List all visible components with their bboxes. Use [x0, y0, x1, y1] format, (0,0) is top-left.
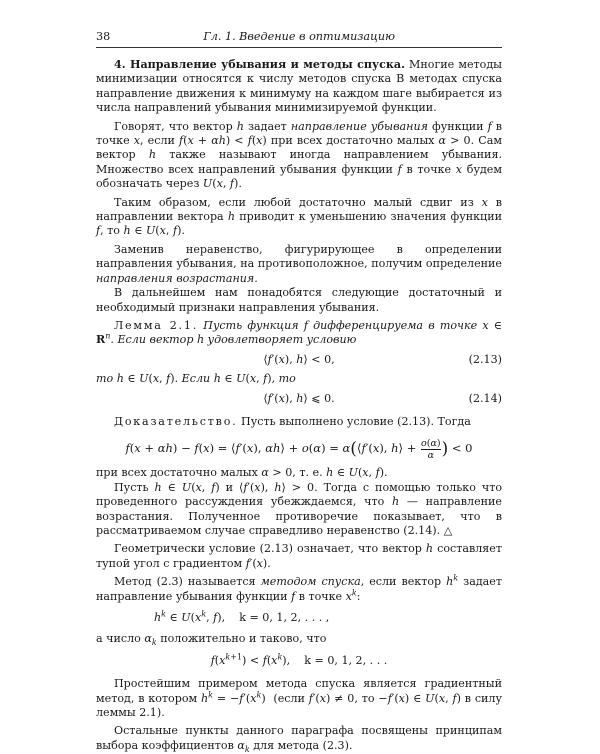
term-ascent-direction: направления возрастания.: [96, 271, 258, 285]
text-span: функции: [427, 119, 488, 133]
criteria-paragraph: В дальнейшем нам понадобятся следующие достаточный и необходимый признаки направления убывания.: [96, 286, 502, 314]
section-heading: 4. Направление убывания и методы спуска.: [114, 58, 405, 71]
section-intro-paragraph: [96, 58, 502, 116]
text-span: в точке: [96, 119, 502, 148]
proof-equation: f(x + αh) − f(x) = ⟨f′(x), αh⟩ + o(α) = α(⟨f′(x), h⟩ + $\frac{o(\alpha)}{\alpha}$ ) < 0: [125, 437, 473, 461]
shift-paragraph: Таким образом, если любой достаточно малый сдвиг из x в направлении вектора h приводит к уменьшению значения функции f, то h ∈ U(x, f).: [96, 195, 502, 238]
text-span: , если вектор: [360, 575, 447, 589]
page-number: 38: [96, 30, 111, 43]
text-span: удовлетворяет условию: [204, 333, 357, 347]
text-span: . Сам вектор: [96, 134, 502, 162]
text-span: положительно и таково, что: [156, 632, 327, 646]
text-span: в точке: [401, 162, 456, 176]
k-values: k = 0, 1, 2, . . . ,: [239, 611, 330, 624]
text-span: задает направление убывания функции: [96, 575, 502, 603]
text-span: при всех достаточно малых: [266, 134, 439, 148]
text-span: . Тогда с помощью только что проведенного рассуждения убежждаемся, что: [96, 480, 503, 509]
text-span: , т. е.: [292, 466, 327, 480]
geometric-paragraph: Геометрически условие (2.13) означает, что вектор h составляет тупой угол с градиентом f′(x).: [96, 542, 502, 570]
k-values: k = 0, 1, 2, . . .: [304, 653, 388, 667]
contradiction-paragraph: Пусть h ∈ U(x, f) и ⟨f′(x), h⟩ > 0. Тогда с помощью только что проведенного рассуждения убежждаемся, что h — направление возрастания. Полученное противоречие показывает, что в рассматриваемом случае справедливо неравенство (2.14). △: [96, 480, 503, 537]
lemma-label: Лемма 2.1.: [114, 318, 199, 332]
text-span: Таким образом, если любой достаточно малый сдвиг из: [114, 195, 482, 209]
text-span: Метод (2.3) называется: [114, 575, 261, 589]
alpha-paragraph: а число $\alpha_k$ положительно и таково, что: [96, 632, 327, 648]
equation-2-14: ⟨f′(x), h⟩ ⩽ 0. (2.14): [263, 391, 502, 405]
text-span: будем обозначать через: [96, 162, 502, 191]
text-span: также называют иногда направлением убывания. Множество всех направлений убывания функции: [96, 148, 502, 176]
ascent-paragraph: [96, 243, 502, 286]
text-span: а число: [96, 632, 145, 646]
text-span: Пусть: [114, 480, 155, 494]
text-span: в направлении вектора: [96, 195, 502, 224]
text-span: Геометрически условие (2.13) означает, что вектор: [114, 542, 426, 556]
proof-conclusion: при всех достаточно малых α > 0, т. е. h ∈ U(x, f).: [96, 466, 388, 480]
text-span: в силу леммы 2.1).: [96, 691, 503, 720]
lemma-conclusion: то h ∈ U(x, f). Если h ∈ U(x, f), то: [96, 372, 296, 386]
section-intro-text: Многие методы минимизации относятся к числу методов спуска В методах спуска направление движения к минимуму на каждом шаге выбирается из числа направлений убывания минимизируемой функции.: [96, 58, 502, 115]
term-descent-method: методом спуска: [260, 575, 361, 589]
term-descent-direction: направление убывания: [290, 119, 428, 133]
decrease-equation: $f(x^{k+1}) < f(x^k)$, k = 0, 1, 2, . . .: [210, 652, 388, 667]
equation-2-13: ⟨f′(x), h⟩ < 0, (2.13): [263, 352, 502, 366]
proof-label: Доказательство.: [114, 414, 238, 428]
text-span: в точке: [295, 589, 346, 603]
text-span: , то: [271, 372, 296, 386]
direction-sequence-equation: $h^k$ ∈ $U(x^k$, f), k = 0, 1, 2, . . . ,: [154, 609, 330, 624]
descent-method-paragraph: Метод (2.3) называется методом спуска, если вектор $h^k$ задает направление убывания функции f в точке $x^k$:: [96, 573, 502, 603]
definition-paragraph: Говорят, что вектор h задает направление убывания функции f в точке x, если f(x + αh) < f(x) при всех достаточно малых α > 0. Сам вектор h также называют иногда направлением убывания. Множество всех направлений убывания функции f в точке x будем обозначать через U(x, f).: [96, 119, 502, 191]
text-span: Пусть функция: [203, 318, 304, 332]
text-span: , если: [140, 134, 179, 148]
chapter-title: Гл. 1. Введение в оптимизацию: [203, 30, 395, 43]
gradient-method-paragraph: Простейшим примером метода спуска является градиентный метод, в котором $h^k = -f'(x^k)$ (если f′(x) ≠ 0, то −f′(x) ∈ U(x, f) в силу леммы 2.1).: [96, 677, 503, 720]
text-span: при всех достаточно малых: [96, 466, 262, 480]
text-span: и: [219, 480, 239, 494]
text-span: — направление возрастания. Полученное противоречие показывает, что в рассматриваемом случае справедливо неравенство (2.14).: [96, 495, 502, 537]
text-span: . Если: [174, 372, 214, 386]
proof-paragraph: [96, 415, 502, 429]
text-span: для метода (2.3).: [249, 738, 353, 752]
closing-paragraph: Остальные пункты данного параграфа посвящены принципам выбора коэффициентов $\alpha_k$ для метода (2.3).: [96, 724, 502, 754]
text-span: Остальные пункты данного параграфа посвящены принципам выбора коэффициентов: [96, 724, 502, 752]
text-span: Если вектор: [117, 333, 197, 347]
text-span: .: [238, 177, 242, 191]
text-span: Простейшим примером метода спуска является градиентный метод, в котором: [96, 677, 502, 705]
running-head: [96, 30, 502, 48]
text-span: , то: [100, 224, 124, 238]
text-span: , то: [354, 691, 379, 705]
text-span: приводит к уменьшению значения функции: [235, 210, 502, 224]
text-span: задает: [243, 119, 291, 133]
text-span: то: [96, 372, 117, 386]
lemma-statement: Лемма 2.1. Пусть функция f дифференцируема в точке x ∈ $R^n$. Если вектор h удовлетворяет условию: [96, 318, 503, 347]
text-span: Говорят, что вектор: [114, 119, 237, 133]
text-span: (если: [273, 691, 309, 705]
text-span: Пусть выполнено условие (2.13). Тогда: [241, 414, 471, 428]
text-span: составляет тупой угол с градиентом: [96, 542, 502, 570]
equation-number: (2.14): [468, 391, 502, 405]
qed-symbol: △: [443, 523, 453, 537]
text-span: Заменив неравенство, фигурирующее в определении направления убывания, на противоположное, получим определение: [96, 242, 502, 271]
equation-number: (2.13): [468, 352, 502, 366]
book-page: [96, 30, 502, 753]
text-span: дифференцируема в точке: [307, 318, 483, 332]
